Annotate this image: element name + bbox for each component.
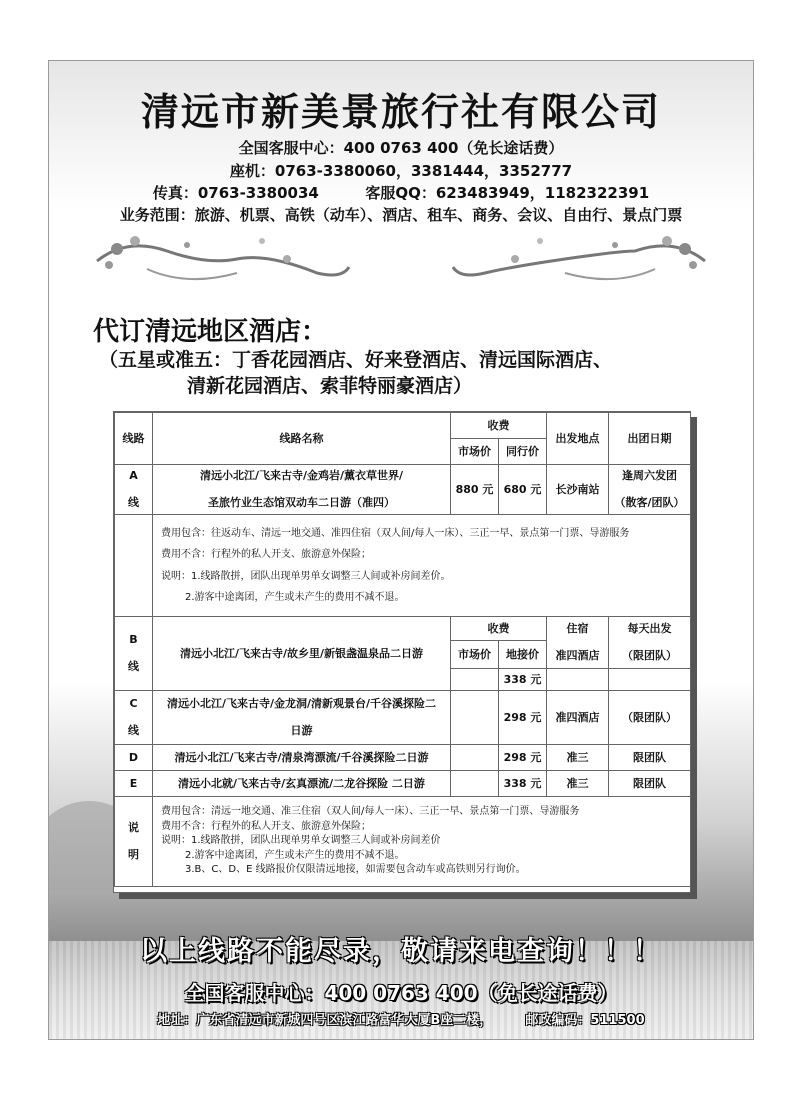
table-row bbox=[115, 691, 691, 745]
route-table bbox=[114, 412, 691, 887]
right-flourish-icon bbox=[445, 229, 715, 289]
route-e-label: E bbox=[115, 771, 153, 797]
table-row bbox=[115, 771, 691, 797]
route-d-price: 298 元 bbox=[499, 745, 547, 771]
route-a-date: 逢周六发团 （散客/团队） bbox=[609, 465, 691, 515]
route-a-notes: 费用包含：往返动车、清远一地交通、准四住宿（双人间/每人一床）、三正一早、景点第一门票、导游服务 费用不含：行程外的私人开支、旅游意外保险； 说明：1.线路散拼，团队出现单男单女调整三人间或补房间差价。 2.游客中途离团，产生或未产生的费用不减不退。 bbox=[153, 515, 691, 617]
route-d-stay: 准三 bbox=[547, 745, 609, 771]
table-header-row bbox=[115, 413, 691, 439]
route-b-name: 清远小北江/飞来古寺/故乡里/新银盏温泉品二日游 bbox=[153, 617, 451, 691]
qq-text: 客服QQ：623483949，1182322391 bbox=[365, 184, 650, 202]
header-peer-price: 同行价 bbox=[499, 439, 547, 465]
table-row bbox=[115, 515, 691, 617]
header-market-price: 市场价 bbox=[451, 439, 499, 465]
route-d-limit: 限团队 bbox=[609, 745, 691, 771]
route-e-price: 338 元 bbox=[499, 771, 547, 797]
footer-address-line bbox=[49, 1009, 753, 1028]
hotel-list-line-2: 清新花园酒店、索菲特丽豪酒店） bbox=[187, 375, 473, 397]
header-fee: 收费 bbox=[451, 413, 547, 439]
table-row bbox=[115, 465, 691, 515]
hotel-list-line-1: （五星或准五：丁香花园酒店、好来登酒店、清远国际酒店、 bbox=[99, 349, 613, 371]
route-b-stay: 住宿 准四酒店 bbox=[547, 617, 609, 669]
route-b-pickup-header: 地接价 bbox=[499, 641, 547, 669]
route-c-label: C 线 bbox=[115, 691, 153, 745]
company-name: 清远市新美景旅行社有限公司 bbox=[140, 90, 661, 134]
header-depart: 出发地点 bbox=[547, 413, 609, 465]
landline-text: 座机：0763-3380060，3381444，3352777 bbox=[229, 162, 573, 180]
explain-label: 说 明 bbox=[115, 797, 153, 887]
route-table-container bbox=[113, 411, 691, 893]
table-row bbox=[115, 617, 691, 641]
hotel-booking-title: 代订清远地区酒店： bbox=[93, 317, 328, 347]
route-c-name: 清远小北江/飞来古寺/金龙洞/清新观景台/千谷溪探险二 日游 bbox=[153, 691, 451, 745]
table-row bbox=[115, 797, 691, 887]
hotline-text: 全国客服中心：400 0763 400（免长途话费） bbox=[238, 139, 564, 157]
business-scope: 业务范围：旅游、机票、高铁（动车）、酒店、租车、商务、会议、自由行、景点门票 bbox=[119, 206, 683, 224]
route-b-daily: 每天出发 （限团队） bbox=[609, 617, 691, 669]
route-d-name: 清远小北江/飞来古寺/清泉湾漂流/千谷溪探险二日游 bbox=[153, 745, 451, 771]
footer-postcode: 邮政编码：511500 bbox=[525, 1013, 645, 1028]
route-b-price: 338 元 bbox=[499, 669, 547, 691]
footer-hotline: 全国客服中心：400 0763 400（免长途话费） bbox=[184, 981, 618, 1005]
route-e-name: 清远小北就/飞来古寺/玄真漂流/二龙谷探险 二日游 bbox=[153, 771, 451, 797]
header-route: 线路 bbox=[115, 413, 153, 465]
header-date: 出团日期 bbox=[609, 413, 691, 465]
route-a-peer-price: 680 元 bbox=[499, 465, 547, 515]
route-b-fee-header: 收费 bbox=[451, 617, 547, 641]
route-e-limit: 限团队 bbox=[609, 771, 691, 797]
footer-slogan: 以上线路不能尽录，敬请来电查询！！！ bbox=[140, 936, 662, 967]
route-e-stay: 准三 bbox=[547, 771, 609, 797]
table-row bbox=[115, 745, 691, 771]
header-route-name: 线路名称 bbox=[153, 413, 451, 465]
fax-text: 传真：0763-3380034 bbox=[152, 184, 319, 202]
fax-qq-line bbox=[49, 182, 753, 203]
route-c-stay: 准四酒店 bbox=[547, 691, 609, 745]
route-d-label: D bbox=[115, 745, 153, 771]
footer-address: 地址：广东省清远市新城四号区滨江路富华大厦B座二楼， bbox=[157, 1013, 493, 1028]
route-a-market-price: 880 元 bbox=[451, 465, 499, 515]
route-b-label: B 线 bbox=[115, 617, 153, 691]
left-flourish-icon bbox=[87, 229, 357, 289]
explain-notes: 费用包含：清远一地交通、准三住宿（双人间/每人一床）、三正一早、景点第一门票、导游服务 费用不含：行程外的私人开支、旅游意外保险； 说明：1.线路散拼，团队出现单男单女调整三人间或补房间差价 2.游客中途离团，产生或未产生的费用不减不退。 3.B、C、D、E 线路报价仅限清远地接，如需要包含动车或高铁则另行询价。 bbox=[153, 797, 691, 887]
route-a-label: A 线 bbox=[115, 465, 153, 515]
route-a-name: 清远小北江/飞来古寺/金鸡岩/薰衣草世界/ 圣旅竹业生态馆双动车二日游（准四） bbox=[153, 465, 451, 515]
route-c-price: 298 元 bbox=[499, 691, 547, 745]
route-b-market-header: 市场价 bbox=[451, 641, 499, 669]
route-c-limit: （限团队） bbox=[609, 691, 691, 745]
poster bbox=[48, 60, 754, 1040]
route-a-depart: 长沙南站 bbox=[547, 465, 609, 515]
